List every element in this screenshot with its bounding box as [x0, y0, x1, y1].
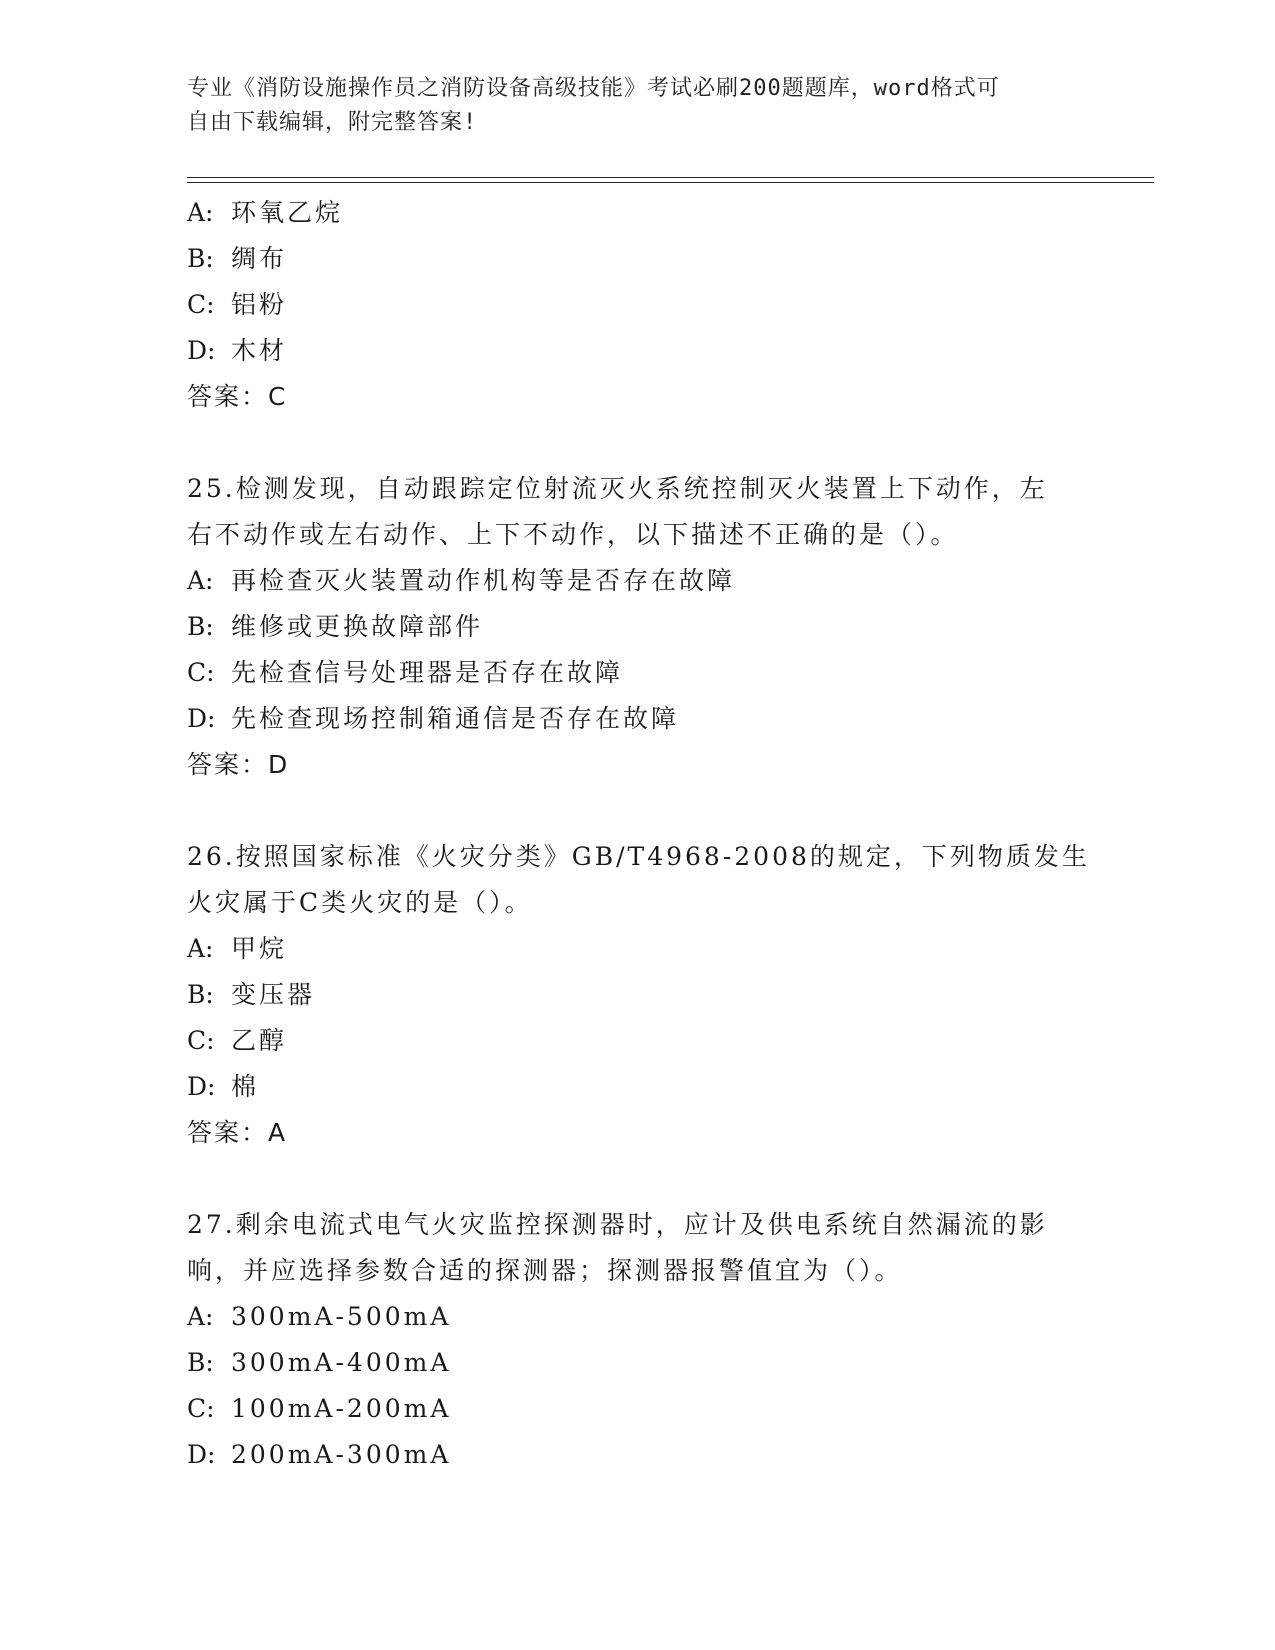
option-c: C: 100mA-200mA — [187, 1394, 452, 1423]
option-c: C: 铝粉 — [187, 290, 288, 319]
option-a: A: 环氧乙烷 — [187, 198, 344, 227]
option-c: C: 乙醇 — [187, 1026, 288, 1055]
header-divider-bottom — [187, 182, 1154, 183]
document-header — [187, 72, 1087, 140]
answer-line: 答案：A — [187, 1118, 288, 1147]
answer-line: 答案：D — [187, 750, 290, 779]
option-b: B: 维修或更换故障部件 — [187, 612, 484, 641]
question-stem-line: 27.剩余电流式电气火灾监控探测器时，应计及供电系统自然漏流的影 — [187, 1210, 1048, 1239]
option-d: D: 200mA-300mA — [187, 1440, 452, 1469]
question-24-continuation — [187, 190, 1087, 420]
option-a: A: 再检查灭火装置动作机构等是否存在故障 — [187, 566, 736, 595]
option-b: B: 300mA-400mA — [187, 1348, 452, 1377]
question-stem-line: 响，并应选择参数合适的探测器；探测器报警值宜为（）。 — [187, 1256, 903, 1285]
question-27 — [187, 1202, 1087, 1478]
answer-line: 答案：C — [187, 382, 288, 411]
header-divider-top — [187, 177, 1154, 178]
option-b: B: 变压器 — [187, 980, 316, 1009]
option-c: C: 先检查信号处理器是否存在故障 — [187, 658, 624, 687]
question-list — [187, 190, 1090, 1478]
question-26 — [187, 834, 1090, 1156]
question-stem-line: 火灾属于C类火灾的是（）。 — [187, 888, 533, 917]
option-a: A: 甲烷 — [187, 934, 288, 963]
question-25 — [187, 466, 1087, 788]
option-d: D: 棉 — [187, 1072, 260, 1101]
option-b: B: 绸布 — [187, 244, 288, 273]
option-d: D: 木材 — [187, 336, 288, 365]
option-a: A: 300mA-500mA — [187, 1302, 452, 1331]
header-line-1: 专业《消防设施操作员之消防设备高级技能》考试必刷200题题库，word格式可 — [187, 76, 1000, 101]
option-d: D: 先检查现场控制箱通信是否存在故障 — [187, 704, 680, 733]
question-stem-line: 25.检测发现，自动跟踪定位射流灭火系统控制灭火装置上下动作，左 — [187, 474, 1048, 503]
header-line-2: 自由下载编辑，附完整答案! — [187, 110, 478, 135]
question-stem-line: 右不动作或左右动作、上下不动作，以下描述不正确的是（）。 — [187, 520, 959, 549]
question-stem-line: 26.按照国家标准《火灾分类》GB/T4968-2008的规定，下列物质发生 — [187, 842, 1090, 871]
